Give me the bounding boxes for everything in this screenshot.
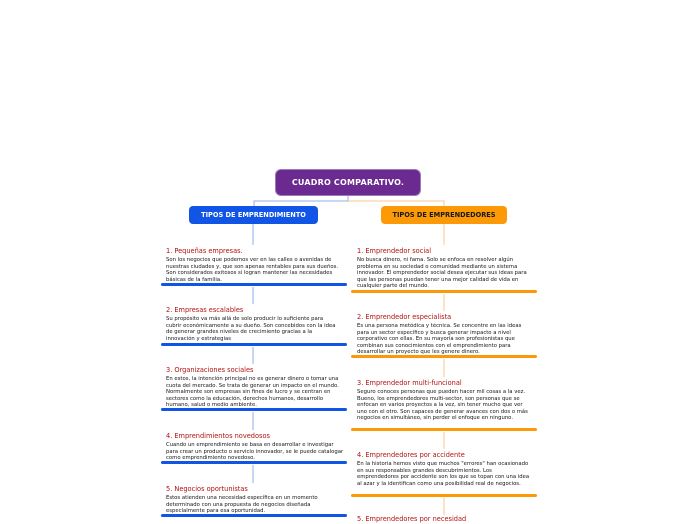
topic-description: Seguro conoces personas que pueden hacer mil cosas a la vez. Bueno, los emprendedores multi-sector, son personas que se enfocan en varios proyectos a la vez, sin tener mucho que ver uno con el otro. Son capaces de generar avances con dos o más negocios en simultáneo, sin perder el enfoque en ninguno. (357, 389, 528, 422)
topic-underline (351, 290, 537, 293)
topic-description: Son los negocios que podemos ver en las calles o avenidas de nuestras ciudades y, que son apenas rentables para sus dueños. Son considerados exitosos si logran mantener las necesidades básicas de la familia. (166, 257, 339, 283)
topic-underline (351, 428, 537, 431)
topic-title: 3. Emprendedor multi-funcional (357, 379, 462, 387)
topic-description: En estos, la intención principal no es generar dinero o tomar una cuota del mercado. Se trata de generar un impacto en el mundo. Normalmente son empresas sin fines de lucro y se centran en sectores como la educación, derechos humanos, desarrollo humano, salud o medio ambiente. (166, 376, 339, 409)
topic-underline (351, 494, 537, 497)
topic-title: 2. Emprendedor especialista (357, 313, 452, 321)
topic-underline (351, 355, 537, 358)
topic-underline (161, 343, 347, 346)
topic-underline (161, 514, 347, 517)
branch-tipos-de-emprendimiento[interactable]: TIPOS DE EMPRENDIMIENTO (189, 206, 318, 224)
topic-title: 5. Emprendedores por necesidad (357, 515, 467, 523)
topic-title: 3. Organizaciones sociales (166, 366, 254, 374)
topic-description: Es una persona metódica y técnica. Se concentre en las ideas para un sector específico y busca generar impacto a nivel corporativo con ellas. En su mayoría son profesionistas que combinan sus conocimientos con el emprendimiento para desarrollar un proyecto que les genere dinero. (357, 323, 522, 356)
topic-title: 4. Emprendimientos novedosos (166, 432, 270, 440)
topic-organizaciones-sociales[interactable] (166, 366, 342, 409)
topic-description: No busca dinero, ni fama. Solo se enfoca en resolver algún problema en su sociedad o comunidad mediante un sistema innovador. El emprendedor social desea ejecutar sus ideas para que las personas puedan tener una mejor calidad de vida en cualquier parte del mundo. (357, 257, 527, 290)
topic-description: Estos atienden una necesidad específica en un momento determinado con una propuesta de negocios diseñada especialmente para esa oportunidad. (166, 495, 318, 515)
topic-emprendedor-social[interactable] (357, 247, 533, 290)
topic-title: 1. Pequeñas empresas. (166, 247, 243, 255)
topic-description: En la historia hemos visto que muchos "errores" han ocasionado en sus responsables grandes descubrimientos. Los emprendedores por accidente son los que se topan con una idea al azar y la identifican como una posibilidad real de negocios. (357, 461, 530, 487)
topic-title: 2. Empresas escalables (166, 306, 244, 314)
topic-emprendimientos-novedosos[interactable] (166, 432, 344, 462)
topic-negocios-oportunistas[interactable] (166, 485, 336, 515)
topic-emprendedores-por-accidente[interactable] (357, 451, 533, 487)
root-topic[interactable]: CUADRO COMPARATIVO. (276, 170, 420, 195)
topic-pequenas-empresas[interactable] (166, 247, 346, 283)
topic-description: Su propósito va más allá de solo producir lo suficiente para cubrir económicamente a su dueño. Son concebidos con la idea de generar grandes niveles de crecimiento gracias a la innovación y estrategias (166, 316, 336, 342)
topic-underline (161, 461, 347, 464)
topic-title: 1. Emprendedor social (357, 247, 432, 255)
topic-underline (161, 283, 347, 286)
topic-underline (161, 408, 347, 411)
topic-title: 5. Negocios oportunistas (166, 485, 248, 493)
topic-title: 4. Emprendedores por accidente (357, 451, 465, 459)
topic-empresas-escalables[interactable] (166, 306, 338, 342)
topic-emprendedor-especialista[interactable] (357, 313, 531, 356)
topic-description: Cuando un emprendimiento se basa en desarrollar e investigar para crear un producto o servicio innovador, se le puede catalogar como emprendimiento novedoso. (166, 442, 344, 462)
branch-tipos-de-emprendedores[interactable]: TIPOS DE EMPRENDEDORES (381, 206, 507, 224)
topic-emprendedor-multi-funcional[interactable] (357, 379, 533, 422)
